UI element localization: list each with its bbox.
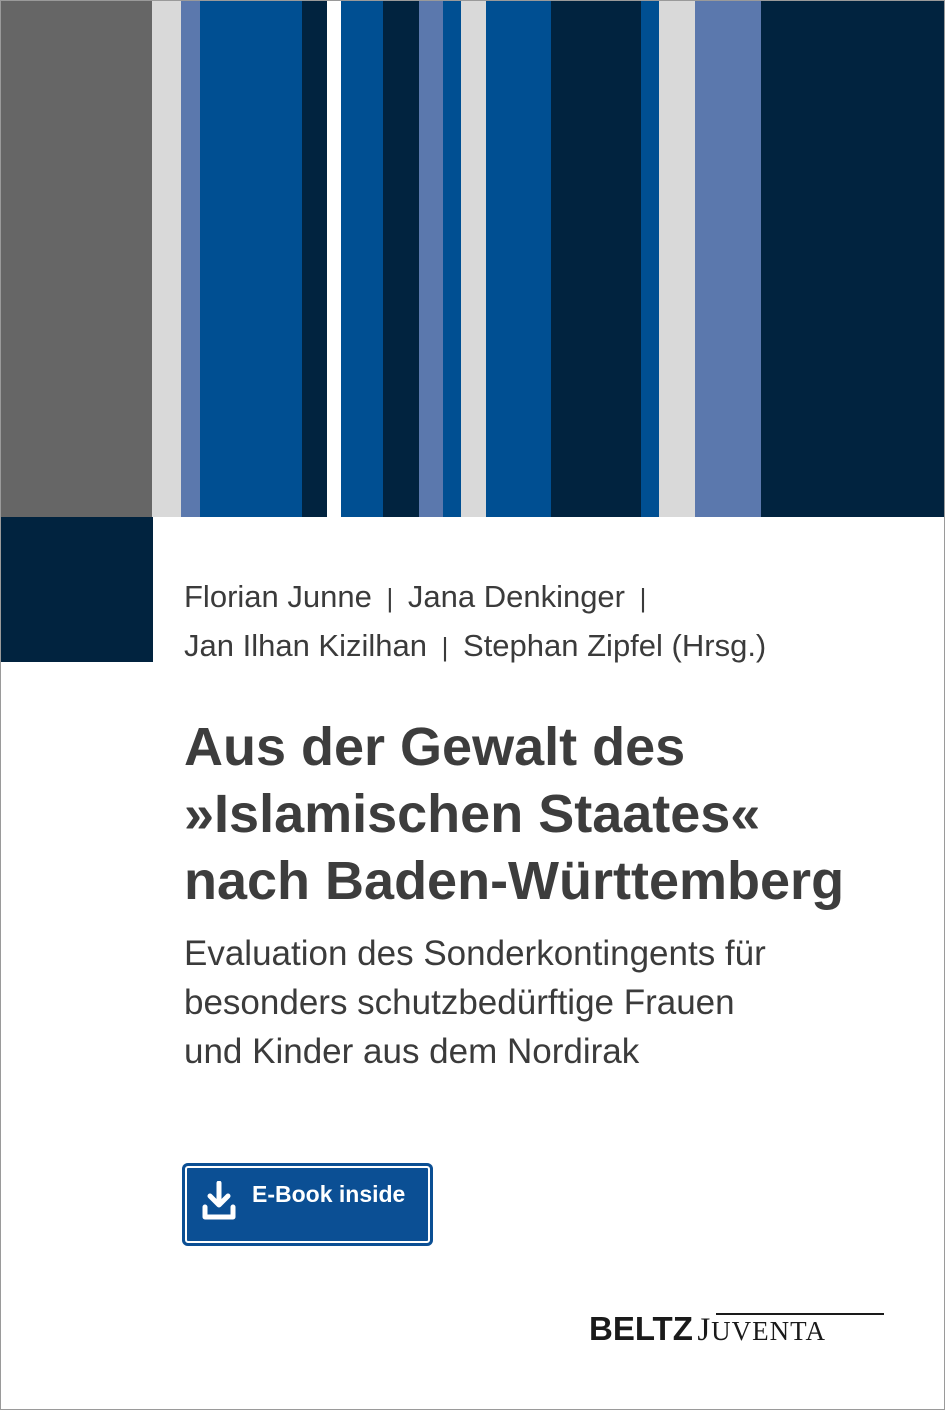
stripe: [1, 1, 152, 517]
author-line: [184, 573, 766, 622]
title-line: Aus der Gewalt des: [184, 717, 686, 777]
stripe: [152, 1, 181, 517]
stripe: [341, 1, 383, 517]
badge-label: E-Book inside: [252, 1181, 406, 1207]
subtitle-line: Evaluation des Sonderkontingents für: [184, 934, 766, 973]
stripe: [200, 1, 302, 517]
publisher-name-juventa: [697, 1312, 826, 1348]
author-separator: |: [639, 583, 647, 613]
stripe: [659, 1, 695, 517]
accent-block: [1, 517, 153, 662]
stripe: [383, 1, 419, 517]
publisher-name-beltz: BELTZ: [589, 1310, 693, 1347]
author-line: [184, 622, 766, 671]
publisher-logo: [589, 1310, 826, 1349]
stripe: [419, 1, 443, 517]
juventa-rest: UVENTA: [711, 1316, 826, 1346]
stripe: [551, 1, 641, 517]
stripe: [486, 1, 551, 517]
stripe: [761, 1, 945, 517]
author-separator: |: [386, 583, 394, 613]
subtitle-line: besonders schutzbedürftige Frauen: [184, 983, 735, 1022]
stripe: [302, 1, 327, 517]
title-line: nach Baden-Württemberg: [184, 851, 845, 911]
author-name: Stephan Zipfel (Hrsg.): [463, 628, 767, 663]
book-title: [184, 714, 924, 915]
stripe: [327, 1, 341, 517]
stripe: [181, 1, 200, 517]
author-list: [184, 573, 766, 671]
book-subtitle: [184, 929, 924, 1076]
author-name: Jan Ilhan Kizilhan: [184, 628, 427, 663]
download-icon: [202, 1181, 236, 1221]
author-name: Jana Denkinger: [407, 579, 625, 614]
stripe: [443, 1, 461, 517]
ebook-inside-badge: [182, 1163, 433, 1246]
stripe-pattern: [1, 1, 945, 517]
juventa-initial: J: [697, 1312, 712, 1348]
stripe: [461, 1, 486, 517]
subtitle-line: und Kinder aus dem Nordirak: [184, 1032, 640, 1071]
author-name: Florian Junne: [184, 579, 372, 614]
author-separator: |: [441, 632, 449, 662]
title-line: »Islamischen Staates«: [184, 784, 761, 844]
stripe: [695, 1, 761, 517]
stripe: [641, 1, 659, 517]
